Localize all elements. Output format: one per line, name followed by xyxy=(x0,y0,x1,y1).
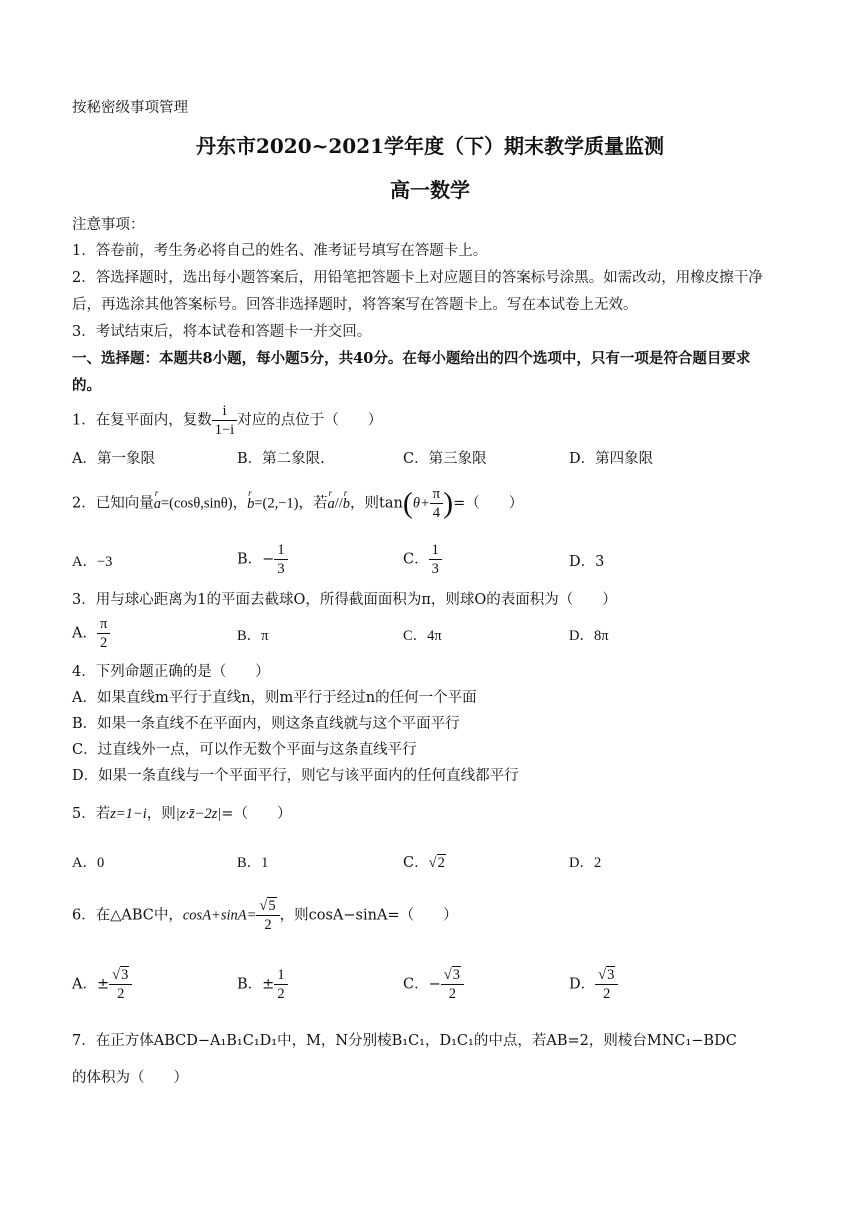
q1-option-b: B．第二象限. xyxy=(237,451,325,467)
q2-option-b: B．− $\frac{1}{3}$ xyxy=(237,541,288,578)
q1-post: 对应的点位于（ ） xyxy=(237,412,383,429)
q2-pi-over-4: $\frac{\pi}{4}$ xyxy=(430,485,443,522)
question-1 xyxy=(72,402,382,439)
q5-option-a: A．0 xyxy=(72,855,105,871)
q5-option-d: D．2 xyxy=(569,855,602,871)
q6-option-b: B．± $\frac{1}{2}$ xyxy=(237,966,288,1003)
q5-option-b: B．1 xyxy=(237,855,269,871)
subject-title: 高一数学 xyxy=(390,178,470,202)
confidential-label: 按秘密级事项管理 xyxy=(72,100,188,116)
note-2-line2: 后，再选涂其他答案标号。回答非选择题时，将答案写在答题卡上。写在本试卷上无效。 xyxy=(72,297,638,313)
section-heading-line2: 的。 xyxy=(72,377,101,394)
q6-option-a: A．± $\frac{√3}{2}$ xyxy=(72,966,132,1003)
q5-abs: |z·z̄−2z| xyxy=(175,806,222,822)
q2-parallel: // xyxy=(334,495,343,512)
question-5: 5．若z=1−i，则|z·z̄−2z|=（ ） xyxy=(72,806,292,822)
q1-num: i xyxy=(212,402,237,421)
q1-fraction xyxy=(212,402,237,439)
q2-vector-a: r a xyxy=(153,487,161,512)
q2-vector-b2: r b xyxy=(342,487,351,512)
q2-option-c: C． $\frac{1}{3}$ xyxy=(403,541,442,578)
question-7-line2: 的体积为（ ） xyxy=(72,1070,188,1086)
q2-then: ，则tan xyxy=(350,495,403,512)
q1-option-a: A．第一象限 xyxy=(72,451,155,467)
q3-option-c: C．4π xyxy=(403,628,442,644)
notes-heading: 注意事项： xyxy=(72,217,145,233)
q2-expr1: =(cosθ,sinθ)， xyxy=(160,495,248,512)
q3-option-b: B．π xyxy=(237,628,269,644)
q2-option-a: A．−3 xyxy=(72,554,113,570)
q5-z: z=1−i xyxy=(110,806,147,822)
q3-option-d: D．8π xyxy=(569,628,609,644)
q3-option-a: A． $\frac{\pi}{2}$ xyxy=(72,615,110,652)
q4-option-b: B．如果一条直线不在平面内，则这条直线就与这个平面平行 xyxy=(72,716,460,732)
q2-vector-a2: r a xyxy=(327,487,335,512)
question-3: 3．用与球心距离为1的平面去截球O，所得截面面积为π，则球O的表面积为（ ） xyxy=(72,592,617,608)
note-2-line1: 2．答选择题时，选出每小题答案后，用铅笔把答题卡上对应题目的答案标号涂黑。如需改动，用橡皮擦干净 xyxy=(72,270,763,286)
q1-option-c: C．第三象限 xyxy=(403,451,487,467)
q2-pre: 2．已知向量 xyxy=(72,495,154,512)
q1-den: 1−i xyxy=(214,422,235,438)
q6-sqrt5-over-2: $\frac{√5}{2}$ xyxy=(256,897,279,934)
q4-option-a: A．如果直线m平行于直线n，则m平行于经过n的任何一个平面 xyxy=(72,690,477,706)
q2-theta: θ+ xyxy=(412,495,430,512)
exam-title: 丹东市2020~2021学年度（下）期末教学质量监测 xyxy=(195,134,665,158)
q2-vector-b: r b xyxy=(247,487,255,512)
note-3: 3．考试结束后，将本试卷和答题卡一并交回。 xyxy=(72,324,372,340)
q1-pre: 1．在复平面内，复数 xyxy=(72,412,212,429)
q6-option-d: D． $\frac{√3}{2}$ xyxy=(569,966,618,1003)
q2-post: =（ ） xyxy=(453,495,524,512)
q6-option-c: C．− $\frac{√3}{2}$ xyxy=(403,966,464,1003)
question-7-line1: 7．在正方体ABCD−A₁B₁C₁D₁中，M，N分别棱B₁C₁，D₁C₁的中点，若AB=2，则棱台MNC₁−BDC xyxy=(72,1033,737,1049)
section-heading-line1: 一、选择题：本题共8小题，每小题5分，共40分。在每小题给出的四个选项中，只有一项是符合题目要求 xyxy=(72,350,751,367)
q4-option-d: D．如果一条直线与一个平面平行，则它与该平面内的任何直线都平行 xyxy=(72,768,519,784)
q2-option-d: D．3 xyxy=(569,554,605,570)
q6-expr: cosA+sinA= xyxy=(182,907,257,924)
question-4: 4．下列命题正确的是（ ） xyxy=(72,664,270,680)
q2-expr2: =(2,−1)，若 xyxy=(254,495,328,512)
q5-option-c: C．√2 xyxy=(403,855,445,871)
note-1: 1．答卷前，考生务必将自己的姓名、准考证号填写在答题卡上。 xyxy=(72,243,488,259)
q1-option-d: D．第四象限 xyxy=(569,451,654,467)
question-2: 2．已知向量 r a=(cosθ,sinθ)， r b=(2,−1)，若 r a// r b，则tan(θ+ $\frac{\pi}{4}$ )=（ ） xyxy=(72,486,524,521)
q4-option-c: C．过直线外一点，可以作无数个平面与这条直线平行 xyxy=(72,742,417,758)
question-6: 6．在△ABC中，cosA+sinA= $\frac{√5}{2}$ ，则cosA−sinA=（ ） xyxy=(72,898,458,933)
